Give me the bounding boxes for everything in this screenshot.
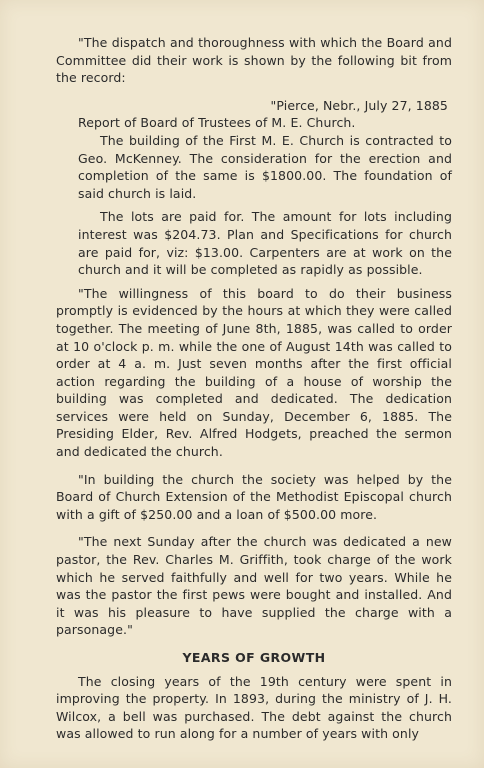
new-pastor-paragraph: "The next Sunday after the church was dedicated a new pastor, the Rev. Charles M. Griffith, took charge of the work which he served faithfully and well for two years. While he was the pastor the first pews were bought and installed. And it was his pleasure to have supplied the charge with a parsonage." xyxy=(56,534,452,638)
report-paragraph-1: The building of the First M. E. Church is contracted to Geo. McKenney. The consideration for the erection and completion of the same is $1800.00. The foundation of said church is laid. xyxy=(78,132,452,201)
intro-paragraph: "The dispatch and thoroughness with which the Board and Committee did their work is shown by the following bit from the record: xyxy=(56,35,452,86)
church-extension-paragraph: "In building the church the society was helped by the Board of Church Extension of the Methodist Episcopal church with a gift of $250.00 and a loan of $500.00 more. xyxy=(56,471,452,522)
closing-years-paragraph: The closing years of the 19th century were spent in improving the property. In 1893, during the ministry of J. H. Wilcox, a bell was purchased. The debt against the church was allowed to run along for a number of years with only xyxy=(56,673,452,742)
section-heading: YEARS OF GROWTH xyxy=(182,650,326,665)
trustees-report xyxy=(78,97,452,279)
willingness-paragraph: "The willingness of this board to do their business promptly is evidenced by the hours at which they were called together. The meeting of June 8th, 1885, was called to order at 10 o'clock p. m. while the one of August 14th was called to order at 4 a. m. Just seven months after the first official action regarding the building of a house of worship the building was completed and dedicated. The dedication services were held on Sunday, December 6, 1885. The Presiding Elder, Rev. Alfred Hodgets, preached the sermon and dedicated the church. xyxy=(56,285,452,460)
report-title: Report of Board of Trustees of M. E. Church. xyxy=(78,115,356,131)
report-paragraph-2: The lots are paid for. The amount for lots including interest was $204.73. Plan and Specifications for church are paid for, viz: $13.00. Carpenters are at work on the church and it will be completed as rapidly as possible. xyxy=(78,209,452,278)
report-dateline: "Pierce, Nebr., July 27, 1885 xyxy=(270,97,448,113)
